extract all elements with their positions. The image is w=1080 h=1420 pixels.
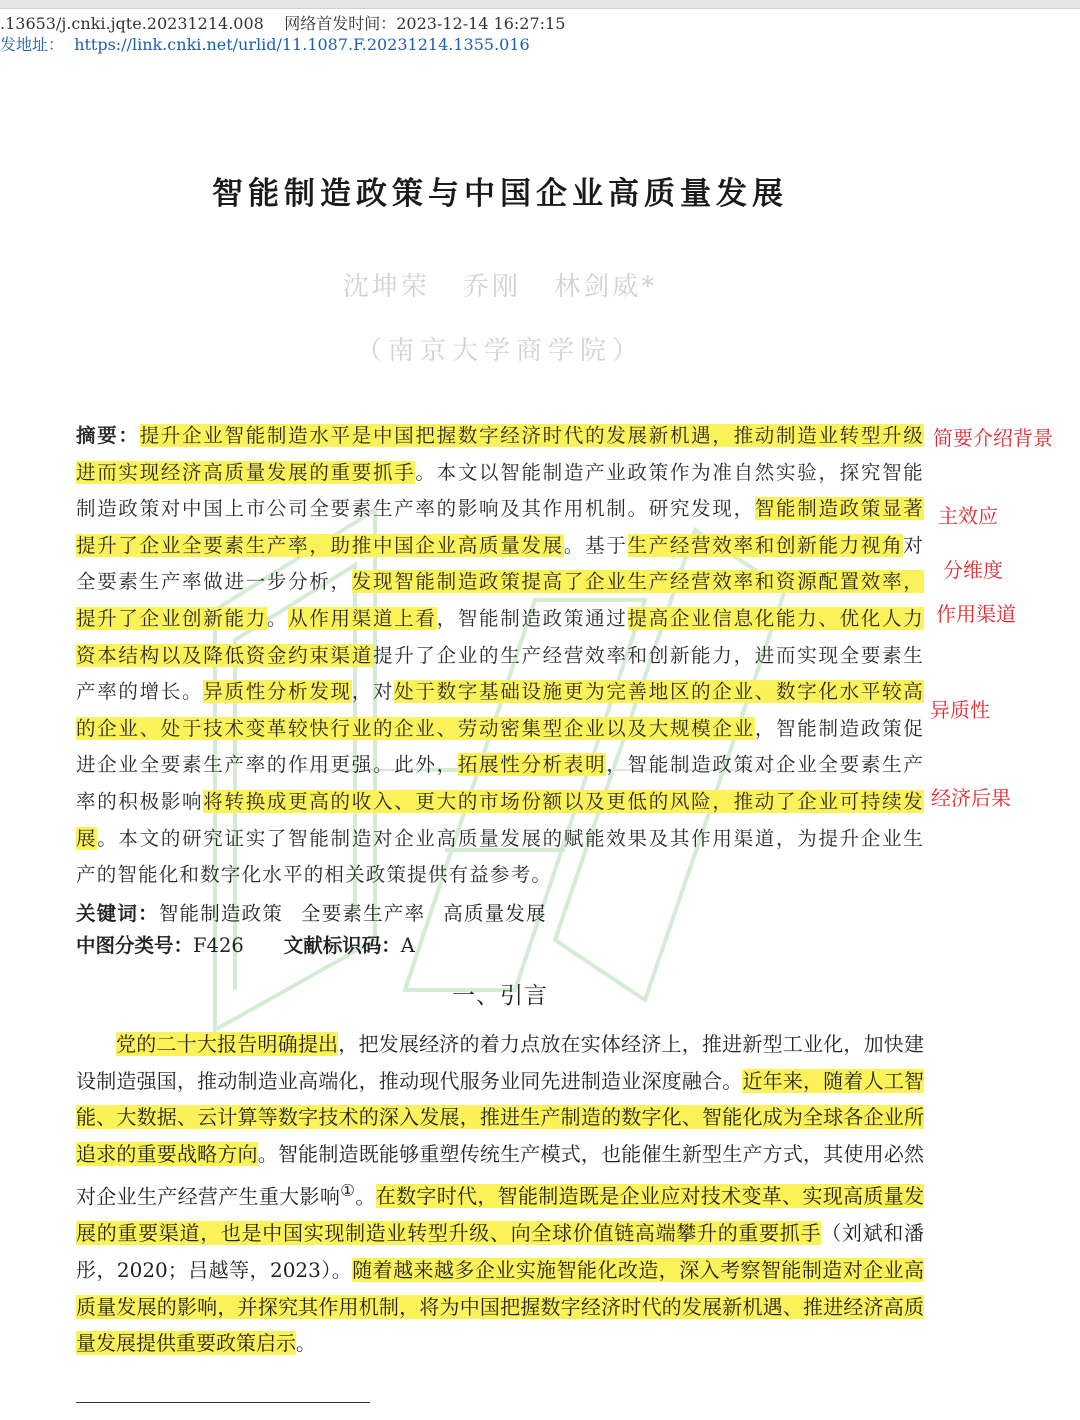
highlight-heterogeneity: 处于数字基础设施更为完善地区的企业、数字化水平较高的企业、处于技术变革较快行业的企业、劳动密集型企业以及大规模企业 xyxy=(76,680,924,740)
highlight-heterogeneity-intro: 异质性分析发现 xyxy=(203,680,352,704)
highlight-extension-intro: 拓展性分析表明 xyxy=(457,753,607,777)
annotation-dimension: 分维度 xyxy=(943,558,1003,582)
publish-label: 网络首发时间： xyxy=(284,14,397,33)
classification-code: F426 xyxy=(193,934,244,957)
abstract-text: 对全要素生产率做进一步分析， xyxy=(76,533,924,594)
keywords-label: 关键词： xyxy=(76,902,159,925)
intro-paragraph xyxy=(76,1026,924,1362)
intro-text: 。 xyxy=(355,1184,376,1209)
abstract-label: 摘要： xyxy=(76,424,140,447)
intro-highlight: 党的二十大报告明确提出 xyxy=(116,1032,339,1056)
abstract-text: ，对 xyxy=(351,680,395,704)
annotation-channel: 作用渠道 xyxy=(936,602,1016,626)
section-heading: 一、引言 xyxy=(452,983,548,1009)
cnki-url-link[interactable]: https://link.cnki.net/urlid/11.1087.F.20231214.1355.016 xyxy=(74,35,530,54)
intro-highlight: 近年来，随着人工智能、大数据、云计算等数字技术的深入发展，推进生产制造的数字化、智能化成为全球各企业所追求的重要战略方向 xyxy=(76,1068,925,1167)
keyword-item: 高质量发展 xyxy=(443,902,547,925)
paper-title: 智能制造政策与中国企业高质量发展 xyxy=(212,176,788,212)
intro-text: 。智能制造既能够重塑传统生产模式，也能催生新型生产方式，其使用必然对企业生产经营产生重大影响 xyxy=(76,1142,925,1209)
highlight-channel-intro: 从作用渠道上看 xyxy=(288,606,437,630)
annotation-main-effect: 主效应 xyxy=(938,504,998,528)
doc-code: A xyxy=(400,934,415,957)
highlight-dimension: 生产经营效率和创新能力视角 xyxy=(627,533,904,557)
annotation-background: 简要介绍背景 xyxy=(933,426,1053,450)
intro-citation: （刘斌和潘彤，2020；吕越等，2023）。 xyxy=(76,1221,925,1282)
url-label: 发地址： xyxy=(0,35,65,54)
intro-text: ，把发展经济的着力点放在实体经济上，推进新型工业化，加快建设制造强国，推动制造业高端化，推动现代服务业同先进制造业深度融合。 xyxy=(76,1032,925,1093)
intro-text: 。 xyxy=(296,1331,316,1356)
abstract-text: ，智能制造政策对企业全要素生产率的积极影响 xyxy=(76,753,924,813)
doi-line xyxy=(0,14,565,34)
highlight-main-effect: 智能制造政策显著提升了企业全要素生产率，助推中国企业高质量发展 xyxy=(76,497,924,557)
highlight-channel: 提高企业信息化能力、优化人力资本结构以及降低资金约束渠道 xyxy=(76,606,924,667)
url-line xyxy=(0,35,530,55)
keyword-item: 智能制造政策 xyxy=(158,902,284,925)
keywords-line xyxy=(76,898,565,926)
abstract-text: ，智能制造政策通过 xyxy=(436,606,628,630)
doc-code-label: 文献标识码： xyxy=(283,934,401,957)
annotation-heterogeneity: 异质性 xyxy=(930,698,990,722)
intro-highlight: 在数字时代，智能制造既是企业应对技术变革、实现高质量发展的重要渠道，也是中国实现制造业转型升级、向全球价值链高端攀升的重要抓手 xyxy=(76,1184,925,1246)
abstract-text: 。本文的研究证实了智能制造对企业高质量发展的赋能效果及其作用渠道，为提升企业生产的智能化和数字化水平的相关政策提供有益参考。 xyxy=(76,826,924,887)
viewer-top-bar xyxy=(0,0,1080,9)
authors: 沈坤荣 乔刚 林剑威* xyxy=(342,272,658,302)
abstract-paragraph xyxy=(76,418,924,894)
intro-highlight: 随着越来越多企业实施智能化改造，深入考察智能制造对企业高质量发展的影响，并探究其作用机制，将为中国把握数字经济时代的发展新机遇、推进经济高质量发展提供重要政策启示 xyxy=(76,1257,925,1356)
highlight-dimension-finding: 发现智能制造政策提高了企业生产经营效率和资源配置效率，提升了企业创新能力 xyxy=(76,570,924,630)
annotation-consequence: 经济后果 xyxy=(931,786,1011,810)
classification-line xyxy=(76,930,415,958)
abstract-text: 。基于 xyxy=(563,533,628,557)
abstract-text: 提升了企业的生产经营效率和创新能力，进而实现全要素生产率的增长。 xyxy=(76,643,924,704)
keyword-item: 全要素生产率 xyxy=(301,902,426,925)
footnote-divider xyxy=(76,1402,370,1403)
highlight-consequence: 将转换成更高的收入、更大的市场份额以及更低的风险，推动了企业可持续发展 xyxy=(76,789,924,850)
abstract-text: 。本文以智能制造产业政策作为准自然实验，探究智能制造政策对中国上市公司全要素生产率的影响及其作用机制。研究发现， xyxy=(76,460,924,521)
doi-text: .13653/j.cnki.jqte.20231214.008 xyxy=(0,14,264,33)
abstract-text: ，智能制造政策促进企业全要素生产率的作用更强。此外， xyxy=(76,716,924,777)
affiliation: （南京大学商学院） xyxy=(355,336,644,366)
footnote-marker[interactable]: ① xyxy=(340,1180,356,1200)
publish-time: 2023-12-14 16:27:15 xyxy=(396,14,566,33)
classification-label: 中图分类号： xyxy=(76,934,194,957)
abstract-text: 。 xyxy=(266,606,289,630)
highlight-background: 提升企业智能制造水平是中国把握数字经济时代的发展新机遇，推动制造业转型升级进而实现经济高质量发展的重要抓手 xyxy=(76,424,924,484)
